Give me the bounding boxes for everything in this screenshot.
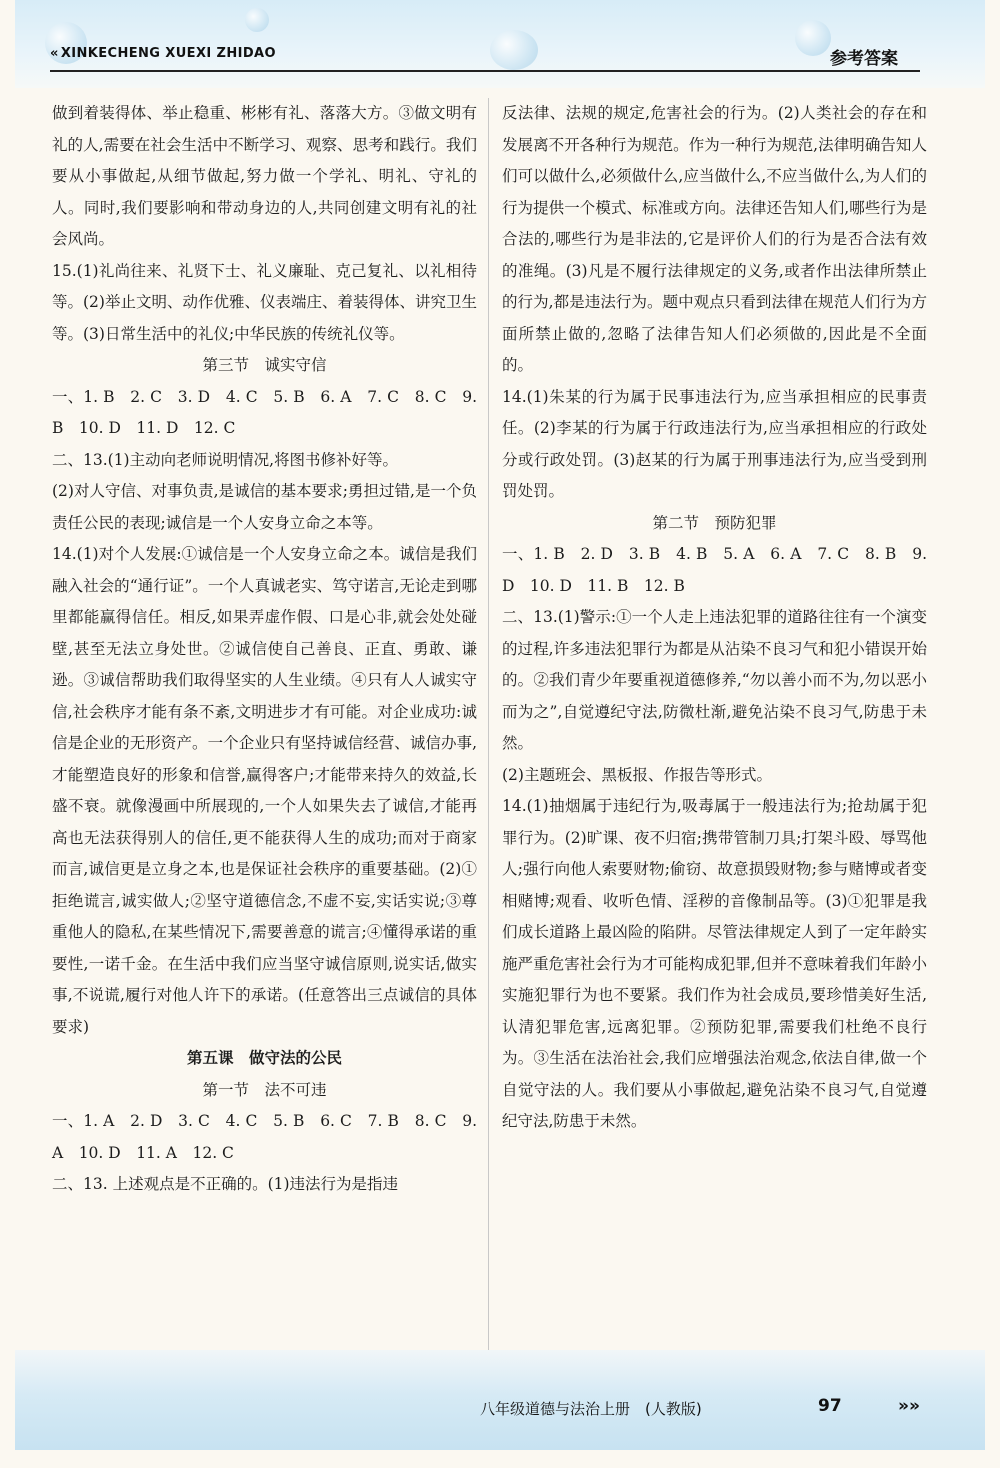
answer-paragraph: (2)主题班会、黑板报、作报告等形式。: [502, 765, 772, 784]
answer-paragraph: 一、1. B 2. C 3. D 4. C 5. B 6. A 7. C 8. C 9. B 10. D 11. D 12. C: [52, 387, 477, 437]
answer-paragraph: 反法律、法规的规定,危害社会的行为。(2)人类社会的存在和发展离不开各种行为规范。作为一种行为规范,法律明确告知人们可以做什么,必须做什么,应当做什么,不应当做什么,为人们的行为提供一个模式、标准或方向。法律还告知人们,哪些行为是合法的,哪些行为是非法的,它是评价人们的行为是否合法有效的准绳。(3)凡是不履行法律规定的义务,或者作出法律所禁止的行为,都是违法行为。题中观点只看到法律在规范人们行为方面所禁止做的,忽略了法律告知人们必须做的,因此是不全面的。: [502, 104, 927, 374]
section-heading: 第一节 法不可违: [202, 1080, 327, 1099]
lesson-heading: 第五课 做守法的公民: [186, 1049, 342, 1067]
bubble-decoration: [245, 8, 269, 32]
answer-paragraph: 一、1. B 2. D 3. B 4. B 5. A 6. A 7. C 8. B 9. D 10. D 11. B 12. B: [502, 545, 927, 595]
answer-paragraph: 14.(1)对个人发展:①诚信是一个人安身立命之本。诚信是我们融入社会的“通行证”。一个人真诚老实、笃守诺言,无论走到哪里都能赢得信任。相反,如果弄虚作假、口是心非,就会处处碰壁,甚至无法立身处世。②诚信使自己善良、正直、勇敢、谦逊。③诚信帮助我们取得坚实的人生业绩。④只有人人诚实守信,社会秩序才能有条不紊,文明进步才有可能。对企业成功:诚信是企业的无形资产。一个企业只有坚持诚信经营、诚信办事,才能塑造良好的形象和信誉,赢得客户;才能带来持久的效益,长盛不衰。就像漫画中所展现的,一个人如果失去了诚信,才能再高也无法获得别人的信任,更不能获得人生的成功;而对于商家而言,诚信更是立身之本,也是保证社会秩序的重要基础。(2)①拒绝谎言,诚实做人;②坚守道德信念,不虚不妄,实话实说;③尊重他人的隐私,在某些情况下,需要善意的谎言;④懂得承诺的重要性,一诺千金。在生活中我们应当坚守诚信原则,说实话,做实事,不说谎,履行对他人许下的承诺。(任意答出三点诚信的具体要求): [52, 545, 478, 1036]
column-divider: [488, 98, 489, 1358]
header-divider: [50, 70, 920, 72]
answer-paragraph: (2)对人守信、对事负责,是诚信的基本要求;勇担过错,是一个负责任公民的表现;诚信是一个人安身立命之本等。: [52, 482, 477, 532]
right-column: [502, 98, 927, 1138]
answer-paragraph: 二、13.(1)警示:①一个人走上违法犯罪的道路往往有一个演变的过程,许多违法犯罪行为都是从沾染不良习气和犯小错误开始的。②我们青少年要重视道德修养,“勿以善小而不为,勿以恶小而为之”,自觉遵纪守法,防微杜渐,避免沾染不良习气,防患于未然。: [502, 608, 927, 752]
bubble-decoration: [490, 30, 538, 70]
answer-paragraph: 二、13.(1)主动向老师说明情况,将图书修补好等。: [52, 450, 399, 469]
answer-paragraph: 二、13. 上述观点是不正确的。(1)违法行为是指违: [52, 1175, 399, 1193]
answer-paragraph: 一、1. A 2. D 3. C 4. C 5. B 6. C 7. B 8. C 9. A 10. D 11. A 12. C: [52, 1112, 477, 1162]
section-heading: 第三节 诚实守信: [202, 356, 327, 374]
footer-book-title: 八年级道德与法治上册 (人教版): [480, 1400, 702, 1418]
page-title: 参考答案: [830, 49, 898, 69]
double-chevron-left-icon: «: [50, 46, 59, 61]
left-column: [52, 98, 477, 1201]
bubble-decoration: [795, 20, 831, 56]
brand-text: XINKECHENG XUEXI ZHIDAO: [60, 46, 276, 61]
page-number: 97: [818, 1396, 842, 1416]
answer-paragraph: 14.(1)朱某的行为属于民事违法行为,应当承担相应的民事责任。(2)李某的行为属于行政违法行为,应当承担相应的行政处分或行政处罚。(3)赵某的行为属于刑事违法行为,应当受到刑罚处罚。: [502, 387, 927, 500]
answer-paragraph: 14.(1)抽烟属于违纪行为,吸毒属于一般违法行为;抢劫属于犯罪行为。(2)旷课、夜不归宿;携带管制刀具;打架斗殴、辱骂他人;强行向他人索要财物;偷窃、故意损毁财物;参与赌博或者变相赌博;观看、收听色情、淫秽的音像制品等。(3)①犯罪是我们成长道路上最凶险的陷阱。尽管法律规定人到了一定年龄实施严重危害社会行为才可能构成犯罪,但并不意味着我们年龄小实施犯罪行为也不要紧。我们作为社会成员,要珍惜美好生活,认清犯罪危害,远离犯罪。②预防犯罪,需要我们杜绝不良行为。③生活在法治社会,我们应增强法治观念,依法自律,做一个自觉守法的人。我们要从小事做起,避免沾染不良习气,自觉遵纪守法,防患于未然。: [502, 797, 927, 1130]
next-page-arrow-icon: »»: [898, 1396, 920, 1416]
section-heading: 第二节 预防犯罪: [652, 513, 777, 532]
answer-paragraph: 做到着装得体、举止稳重、彬彬有礼、落落大方。③做文明有礼的人,需要在社会生活中不断学习、观察、思考和践行。我们要从小事做起,从细节做起,努力做一个学礼、明礼、守礼的人。同时,我们要影响和带动身边的人,共同创建文明有礼的社会风尚。: [52, 104, 477, 248]
brand-logo: [50, 46, 290, 70]
answer-paragraph: 15.(1)礼尚往来、礼贤下士、礼义廉耻、克己复礼、以礼相待等。(2)举止文明、动作优雅、仪表端庄、着装得体、讲究卫生等。(3)日常生活中的礼仪;中华民族的传统礼仪等。: [52, 261, 477, 343]
